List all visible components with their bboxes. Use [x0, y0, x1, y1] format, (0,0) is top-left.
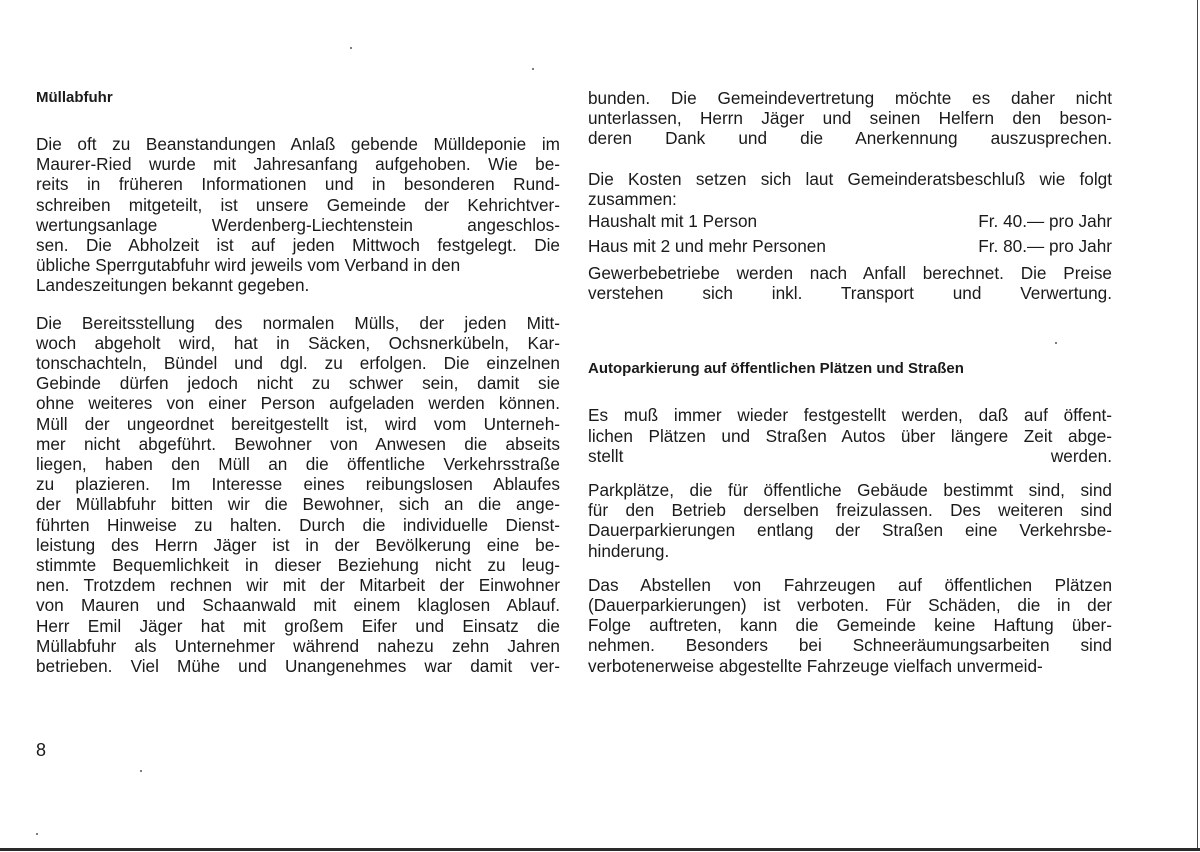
text-line: wertungsanlage Werdenberg-Liechtenstein angeschlos- [36, 214, 560, 235]
text-line: tonschachteln, Bündel und dgl. zu erfolgen. Die einzelnen [36, 353, 560, 374]
paragraph-thanks [588, 88, 1112, 149]
paragraph-muellabfuhr-intro [36, 134, 560, 296]
spacer [588, 561, 1112, 573]
section-heading-autoparkierung: Autoparkierung auf öffentlichen Plätzen und Straßen [588, 360, 964, 378]
text-line: von Mauren und Schaanwald mit einem klaglosen Ablauf. [36, 595, 560, 616]
scan-speck [350, 47, 352, 49]
text-line: unterlassen, Herrn Jäger und seinen Helfern den beson- [588, 108, 1112, 129]
text-line: verbotenerweise abgestellte Fahrzeuge vielfach unvermeid- [588, 655, 1043, 676]
text-line: Parkplätze, die für öffentliche Gebäude bestimmt sind, sind [588, 480, 1112, 501]
text-line: hinderung. [588, 540, 670, 561]
text-line: liegen, haben den Müll an die öffentliche Verkehrsstraße [36, 454, 560, 475]
spacer [36, 108, 560, 134]
text-line: lichen Plätzen und Straßen Autos über längere Zeit abge- [588, 425, 1112, 446]
text-line: Müll der ungeordnet bereitgestellt ist, wird vom Unterneh- [36, 413, 560, 434]
text-line: Die oft zu Beanstandungen Anlaß gebende Mülldeponie im [36, 134, 560, 154]
scan-speck [140, 770, 142, 772]
spacer [588, 303, 1112, 359]
text-line: Landeszeitungen bekannt gegeben. [36, 275, 310, 296]
text-line: deren Dank und die Anerkennung auszusprechen. [588, 128, 1112, 149]
paragraph-costs-intro [588, 169, 1112, 209]
spacer [588, 149, 1112, 161]
text-line: leistung des Herrn Jäger ist in der Bevölkerung eine be- [36, 534, 560, 555]
cost-row [588, 209, 1112, 234]
cost-label: Haus mit 2 und mehr Personen [588, 236, 826, 257]
paragraph-parking-prohibited [588, 575, 1112, 676]
text-line: der Müllabfuhr bitten wir die Bewohner, sich an die ange- [36, 494, 560, 515]
page-right-edge [1197, 0, 1198, 848]
text-line: Die Kosten setzen sich laut Gemeinderatsbeschluß wie folgt [588, 168, 1112, 189]
text-line: verstehen sich inkl. Transport und Verwertung. [588, 283, 1112, 304]
cost-table [588, 209, 1112, 259]
cost-price: Fr. 80.— pro Jahr [978, 236, 1112, 257]
text-line: stimmte Bequemlichkeit in dieser Beziehung nicht zu leug- [36, 555, 560, 576]
text-line: nehmen. Besonders bei Schneeräumungsarbeiten sind [588, 635, 1112, 656]
text-line: Das Abstellen von Fahrzeugen auf öffentlichen Plätzen [588, 574, 1112, 595]
page-bottom-edge [0, 848, 1200, 851]
text-line: Gebinde dürfen jedoch nicht zu schwer sein, damit sie [36, 373, 560, 394]
cost-row [588, 234, 1112, 259]
text-line: Es muß immer wieder festgestellt werden, daß auf öffent- [588, 405, 1112, 426]
paragraph-muellabfuhr-details [36, 313, 560, 677]
text-line: Dauerparkierungen entlang der Straßen eine Verkehrsbe- [588, 520, 1112, 541]
text-line: Folge auftreten, kann die Gemeinde keine Haftung über- [588, 615, 1112, 636]
spacer [36, 296, 560, 308]
text-line: ohne weiteres von einer Person aufgeladen werden können. [36, 393, 560, 414]
spacer [588, 466, 1112, 478]
text-line: nen. Trotzdem rechnen wir mit der Mitarbeit der Einwohner [36, 575, 560, 596]
spacer [588, 379, 1112, 405]
section-heading-muellabfuhr: Müllabfuhr [36, 89, 113, 106]
left-column [36, 88, 560, 676]
text-line: woch abgeholt wird, hat in Säcken, Ochsnerkübeln, Kar- [36, 332, 560, 353]
text-line: Gewerbebetriebe werden nach Anfall berechnet. Die Preise [588, 263, 1112, 284]
text-line: Müllabfuhr als Unternehmer während nahezu zehn Jahren [36, 635, 560, 656]
text-line: betrieben. Viel Mühe und Unangenehmes war damit ver- [36, 656, 560, 677]
text-line: reits in früheren Informationen und in besonderen Rund- [36, 174, 560, 195]
text-line: für den Betrieb derselben freizulassen. Des weiteren sind [588, 500, 1112, 521]
right-column [588, 88, 1112, 676]
paragraph-costs-note [588, 263, 1112, 303]
text-line: zu plazieren. Im Interesse eines reibungslosen Ablaufes [36, 474, 560, 495]
text-line: übliche Sperrgutabfuhr wird jeweils vom Verband in den [36, 255, 461, 276]
text-line: stellt werden. [588, 445, 1112, 466]
text-line: schreiben mitgeteilt, ist unsere Gemeinde der Kehrichtver- [36, 194, 560, 215]
text-line: bunden. Die Gemeindevertretung möchte es daher nicht [588, 88, 1112, 108]
text-line: führten Hinweise zu halten. Durch die individuelle Dienst- [36, 514, 560, 535]
cost-price: Fr. 40.— pro Jahr [978, 211, 1112, 232]
text-line: Die Bereitsstellung des normalen Mülls, der jeden Mitt- [36, 312, 560, 333]
text-line: zusammen: [588, 188, 677, 209]
text-line: Herr Emil Jäger hat mit großem Eifer und Einsatz die [36, 615, 560, 636]
text-line: (Dauerparkierungen) ist verboten. Für Schäden, die in der [588, 595, 1112, 616]
text-line: sen. Die Abholzeit ist auf jeden Mittwoch festgelegt. Die [36, 235, 560, 256]
text-line: Maurer-Ried wurde mit Jahresanfang aufgehoben. Wie be- [36, 154, 560, 175]
text-line: mer nicht abgeführt. Bewohner von Anwesen die abseits [36, 433, 560, 454]
scan-speck [532, 68, 534, 70]
scan-speck [36, 833, 38, 835]
cost-label: Haushalt mit 1 Person [588, 211, 758, 232]
paragraph-parking-observation [588, 405, 1112, 466]
spacer [588, 161, 1112, 169]
scan-speck [1055, 342, 1057, 344]
page-number: 8 [36, 740, 47, 760]
paragraph-parking-public-buildings [588, 480, 1112, 561]
